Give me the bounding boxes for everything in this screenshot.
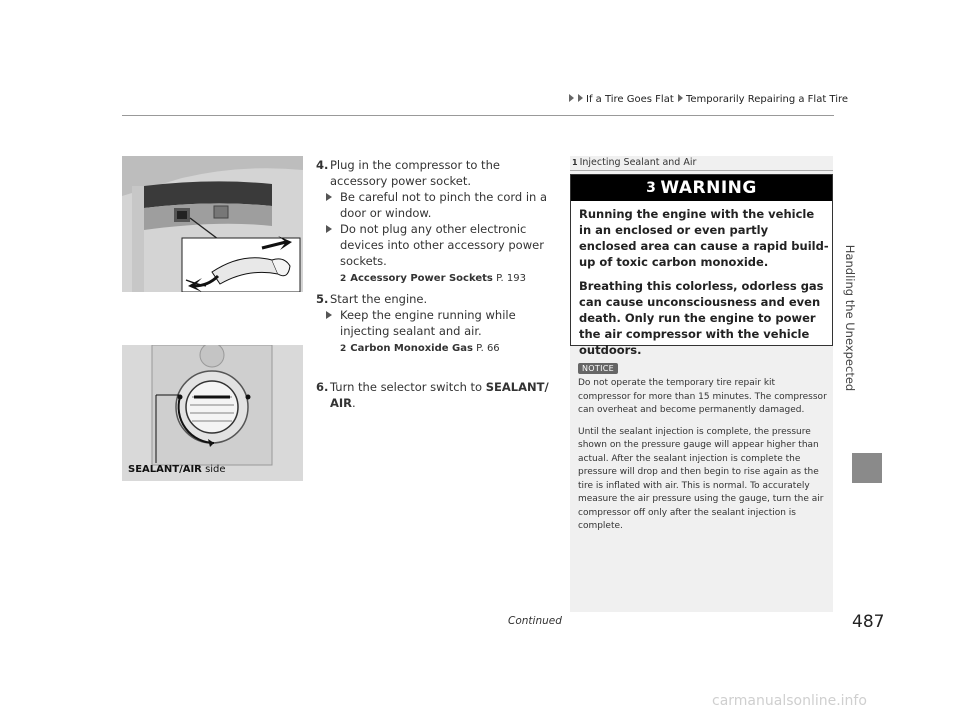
notice-badge: NOTICE	[578, 363, 618, 374]
header-rule	[122, 115, 834, 116]
breadcrumb	[568, 94, 848, 105]
reference-link-carbon-monoxide[interactable]: 2 Carbon Monoxide Gas P. 66	[340, 343, 500, 354]
figure-caption: SEALANT/AIR side	[128, 464, 226, 475]
step-text: Start the engine.	[330, 292, 428, 306]
breadcrumb-item-flat-tire[interactable]: If a Tire Goes Flat	[586, 94, 674, 105]
instruction-steps	[316, 157, 556, 411]
side-tab-marker	[852, 453, 882, 483]
switch-drawing	[122, 345, 303, 481]
breadcrumb-arrow-icon	[578, 94, 583, 102]
side-tab[interactable]	[838, 168, 862, 468]
reference-icon: 2	[340, 274, 347, 284]
sub-step: Keep the engine running while injecting sealant and air.	[316, 307, 556, 339]
continued-label: Continued	[508, 615, 562, 627]
step-4	[316, 157, 556, 189]
breadcrumb-arrow-icon	[569, 94, 574, 102]
arrow-bullet-icon	[326, 311, 332, 319]
note-marker-icon: 1	[572, 158, 578, 167]
step-6: 6. Turn the selector switch to SEALANT/ AIR.	[316, 380, 549, 410]
step-text: Plug in the compressor to the accessory power socket.	[330, 158, 500, 188]
reference-link-accessory-power-sockets[interactable]: 2 Accessory Power Sockets P. 193	[340, 273, 526, 284]
step-5	[316, 291, 556, 307]
step-number: 4.	[316, 158, 329, 172]
selector-switch-illustration	[122, 345, 303, 481]
warning-icon: 3	[646, 180, 657, 196]
sub-step: Be careful not to pinch the cord in a door or window.	[316, 189, 556, 221]
note-title: 1 Injecting Sealant and Air	[572, 157, 697, 168]
side-tab-label: Handling the Unexpected	[843, 244, 857, 392]
note-title-rule	[570, 170, 833, 171]
watermark: carmanualsonline.info	[712, 693, 867, 709]
reference-icon: 2	[340, 344, 347, 354]
breadcrumb-arrow-icon	[678, 94, 683, 102]
page-number: 487	[852, 612, 885, 632]
breadcrumb-item-repair[interactable]: Temporarily Repairing a Flat Tire	[685, 94, 849, 105]
warning-box	[570, 174, 833, 357]
warning-text: Running the engine with the vehicle in an enclosed or even partly enclosed area can cause a rapid build-up of toxic carbon monoxide. Breathing this colorless, odorless gas can cause unconsciousness and even death. Only run the engine to power the air compressor with the vehicle outdoors.	[579, 207, 829, 357]
sub-step: Do not plug any other electronic devices into other accessory power sockets.	[316, 221, 556, 269]
step-number: 6.	[316, 380, 329, 394]
arrow-bullet-icon	[326, 225, 332, 233]
warning-header: 3 WARNING	[571, 175, 832, 201]
socket-drawing	[122, 156, 303, 292]
notice-text: Do not operate the temporary tire repair kit compressor for more than 15 minutes. The compressor can overheat and become permanently damaged. Until the sealant injection is complete, the pressure shown on the pressure gauge will appear higher than actual. After the sealant injection is complete the pressure will drop and then begin to rise again as the tire is inflated with air. This is normal. To accurately measure the air pressure using the gauge, turn the air compressor off only after the sealant injection is complete.	[578, 378, 827, 531]
accessory-socket-illustration	[122, 156, 303, 292]
arrow-bullet-icon	[326, 193, 332, 201]
step-number: 5.	[316, 292, 329, 306]
